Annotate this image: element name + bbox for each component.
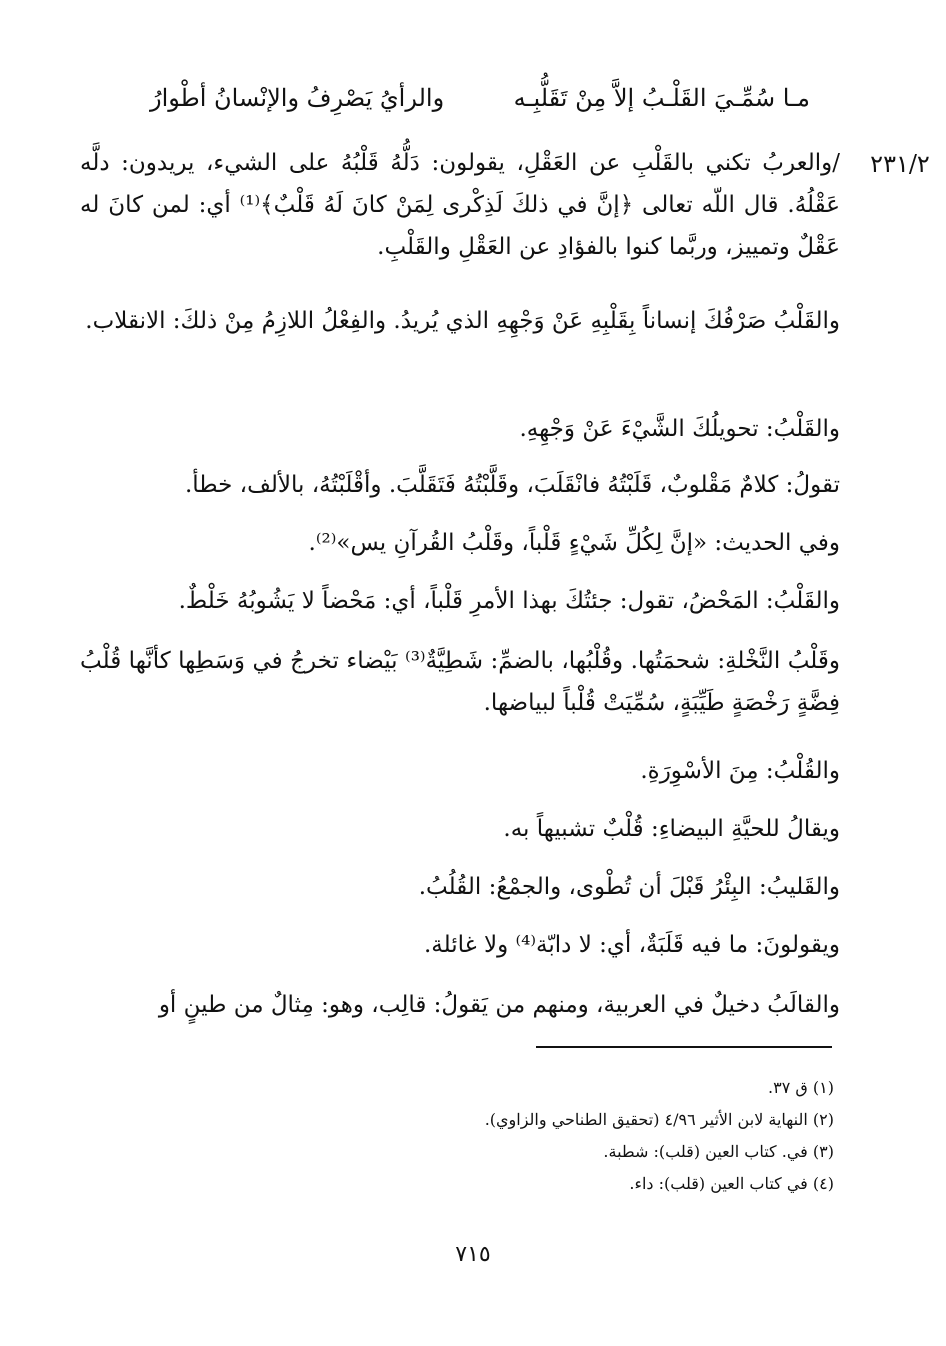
- footnotes: [320, 1072, 834, 1200]
- footnote-2: (٢) النهاية لابن الأثير ٤/٩٦ (تحقيق الطناحي والزاوي).: [484, 1110, 834, 1129]
- footnote-3: (٣) في. كتاب العين (قلب): شطبة.: [603, 1142, 834, 1161]
- margin-page-reference: ٢٣١/٢: [870, 150, 930, 178]
- paragraph-bracelet: والقُلْبُ: مِنَ الأسْوِرَةِ.: [640, 758, 840, 784]
- page-number: ٧١٥: [455, 1242, 491, 1267]
- paragraph-no-beast: ويقولونَ: ما فيه قَلَبَةٌ، أي: لا دابّة⁽⁴⁾ ولا غائلة.: [423, 932, 840, 958]
- paragraph-well: والقَليبُ: البِئْرُ قَبْلَ أن تُطْوى، والجمْعُ: القُلُبُ.: [418, 874, 840, 900]
- verse-second-hemistich: والرأيُ يَصْرِفُ والإنْسانُ أطْوارُ: [150, 84, 445, 112]
- paragraph-hadith: وفي الحديث: «إنَّ لِكُلِّ شَيْءٍ قَلْباً، وقَلْبُ القُرآنِ يس»⁽²⁾.: [308, 530, 840, 556]
- footnote-4: (٤) في كتاب العين (قلب): داء.: [629, 1174, 834, 1193]
- footnote-separator: [536, 1046, 832, 1048]
- paragraph-pure: والقَلْبُ: المَحْضُ، تقول: جئتُكَ بهذا الأمرِ قَلْباً، أي: مَحْضاً لا يَشُوبُهُ خَلْطٌ.: [178, 588, 840, 614]
- paragraph-turning-away: والقَلْبُ صَرْفُكَ إنساناً بِقَلْبِهِ عَنْ وَجْهِهِ الذي يُريدُ. والفِعْلُ اللازِمُ مِنْ ذلكَ: الانقلاب.: [85, 308, 840, 334]
- paragraph-heart-as-mind: /والعربُ تكني بالقَلْبِ عن العَقْلِ، يقولون: دَلُّهُ قَلْبُهُ على الشيء، يريدون: دلَّه عَقْلُهُ. قال اللّه تعالى ﴿إنَّ في ذلكَ لَذِكْرى لِمَنْ كانَ لَهُ قَلْبٌ﴾⁽¹⁾ أي: لمن كانَ له عَقْلٌ وتمييز، وربَّما كنوا بالفؤادِ عن العَقْلِ والقَلْبِ.: [80, 150, 840, 260]
- paragraph-palm-heart: وقَلْبُ النَّخْلةِ: شحمَتُها. وقُلْبُها، بالضمِّ: شَطِيَّةٌ⁽³⁾ بَيْضاء تخرجُ في وَسَطِها كأنَّها قُلْبُ فِضَّةٍ رَخْصَةٍ طَيِّبَةٍ، سُمِّيَتْ قُلْباً لبياضها.: [80, 648, 841, 716]
- paragraph-mould: والقالَبُ دخيلٌ في العربية، ومنهم من يَقولُ: قالِب، وهو: مِثالٌ من طينٍ أو: [158, 992, 840, 1018]
- poetry-verse: [150, 78, 810, 118]
- paragraph-reversal: والقَلْبُ: تحويلُكَ الشَّيْءَ عَنْ وَجْهِهِ.: [519, 416, 840, 442]
- verse-first-hemistich: مـا سُمِّـيَ القَلْـبُ إلاَّ مِنْ تَقَلُّبِـه: [513, 84, 810, 112]
- paragraph-white-snake: ويقالُ للحيَّةِ البيضاءِ: قُلْبٌ تشبيهاً به.: [503, 816, 840, 842]
- footnote-1: (١) ق ٣٧.: [768, 1078, 834, 1097]
- paragraph-inverted-speech: تقولُ: كلامٌ مَقْلوبٌ، قَلَبْتُهُ فانْقَلَبَ، وقَلَّبْتُهُ فَتَقَلَّبَ. وأقْلَبْتُهُ، بالألف، خطأ.: [184, 472, 840, 498]
